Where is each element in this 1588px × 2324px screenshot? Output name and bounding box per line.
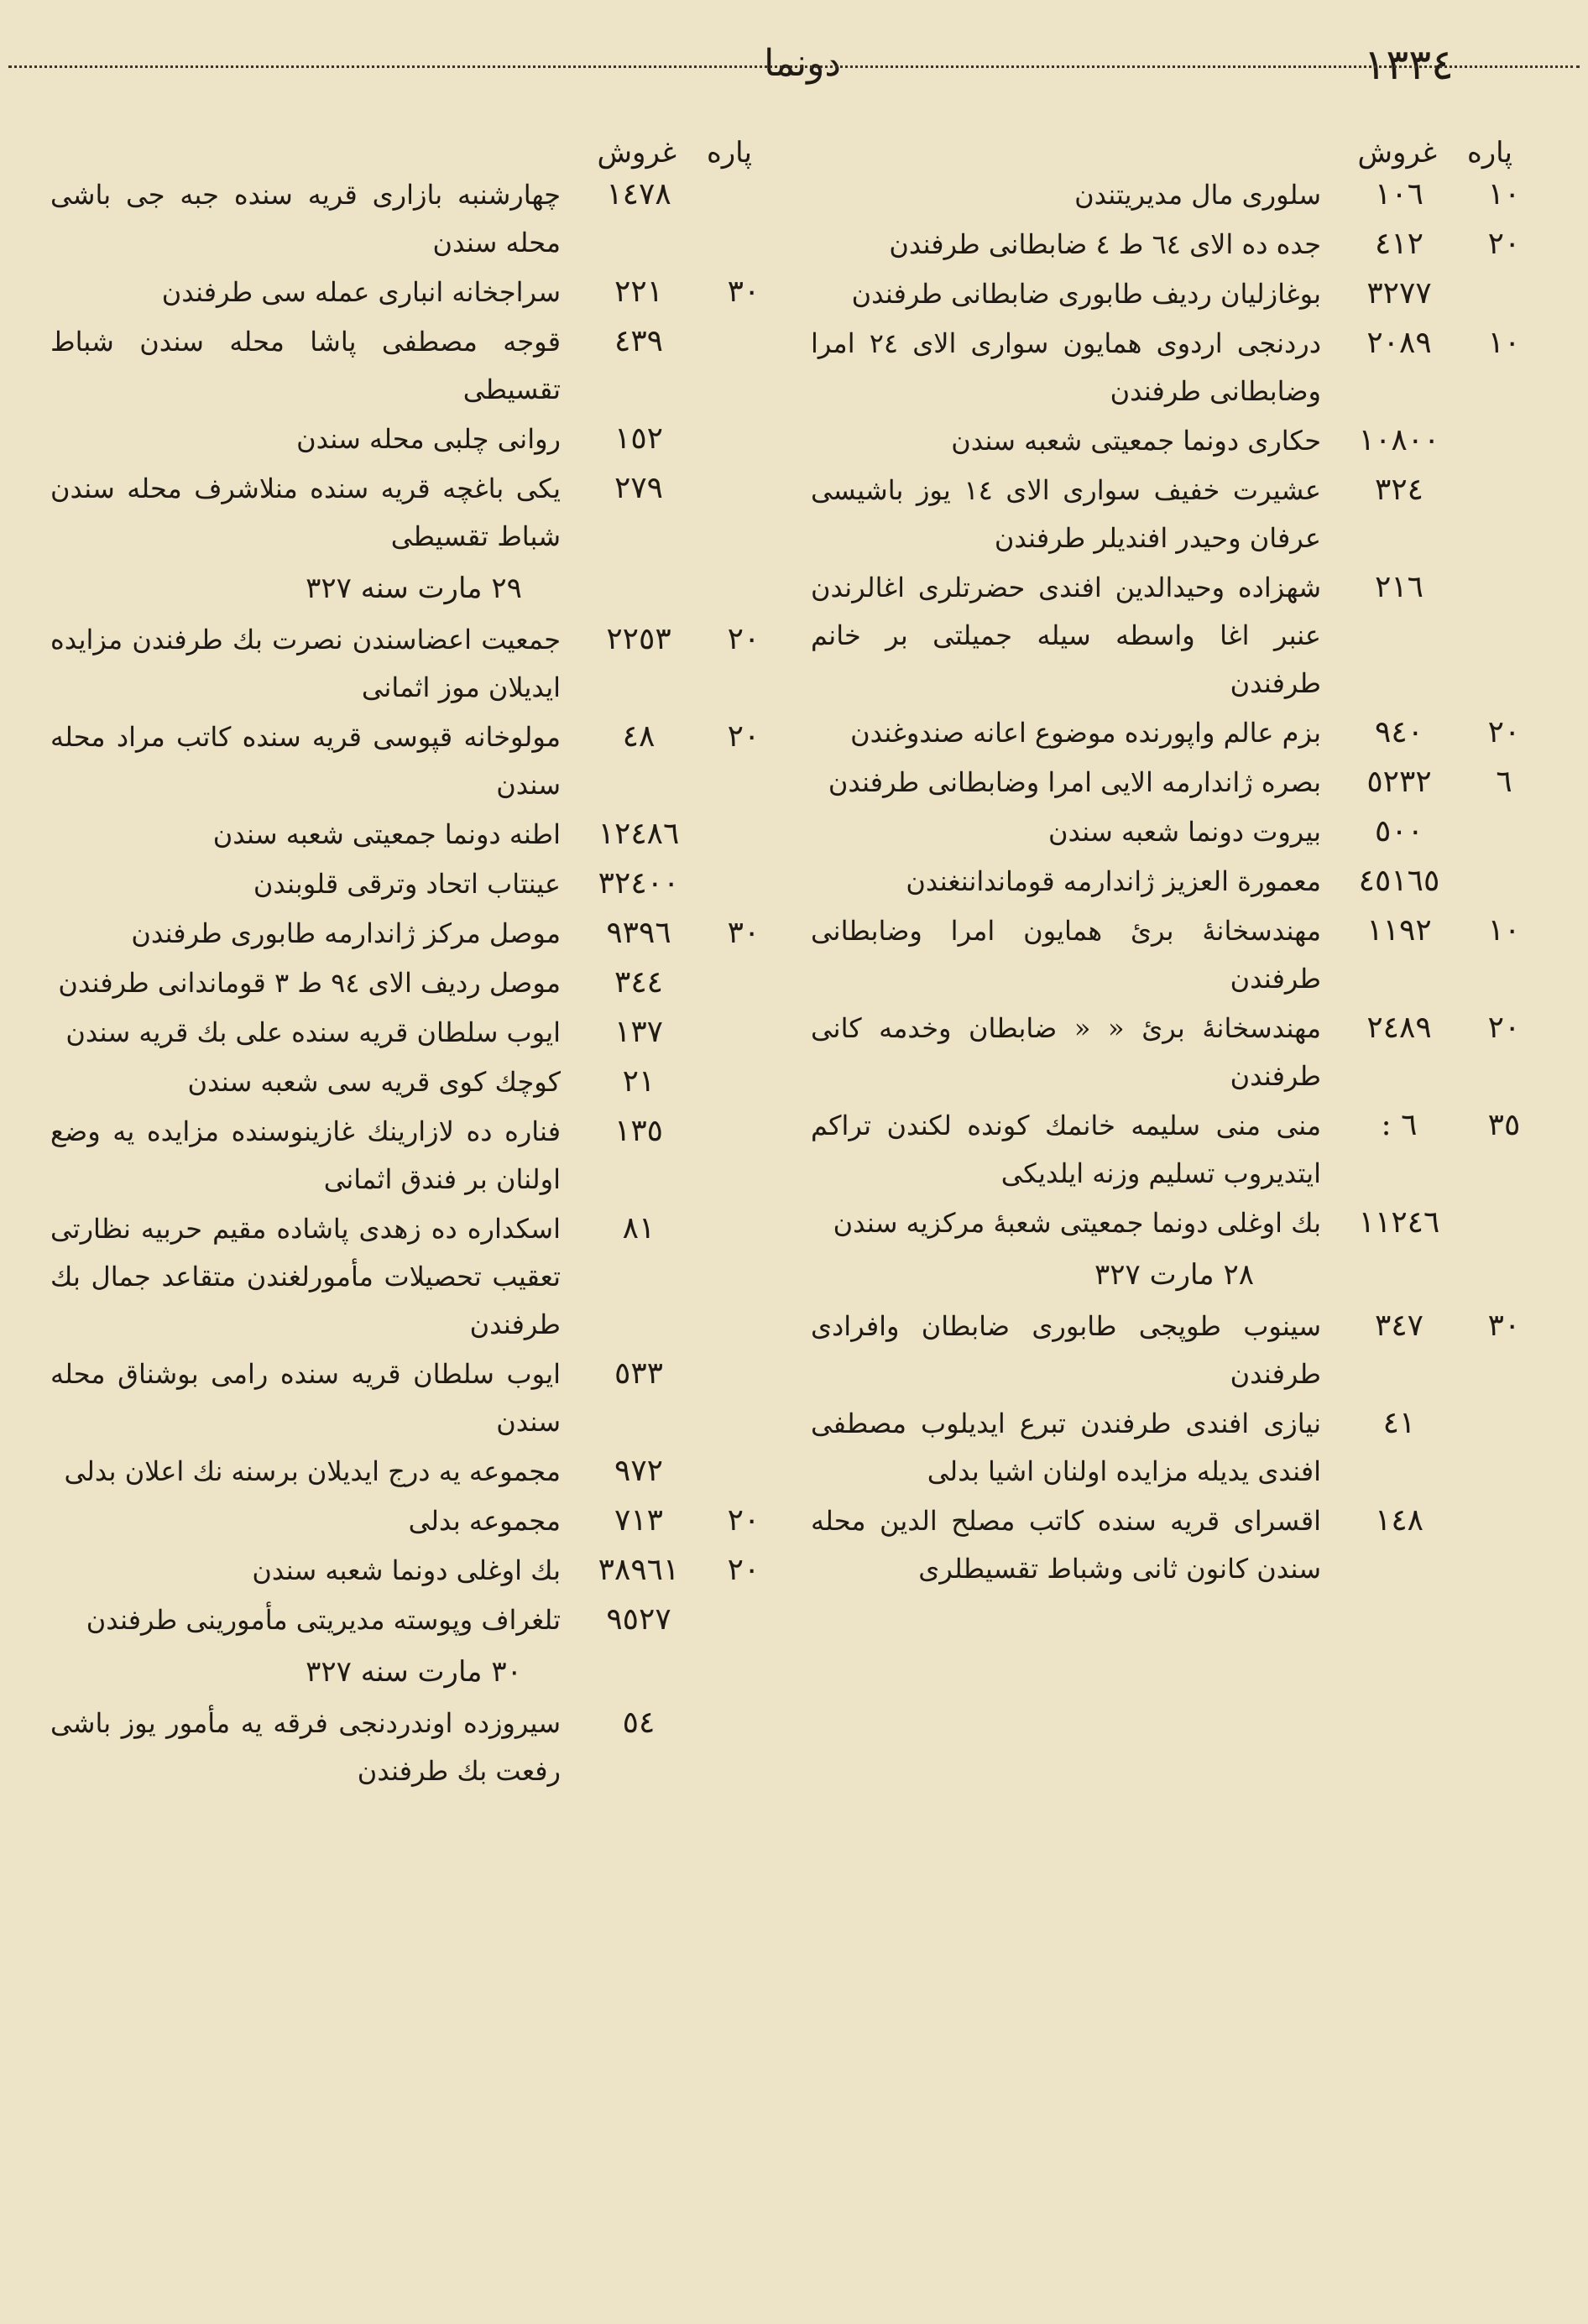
entry-list (50, 171, 777, 1795)
ledger-entry (811, 808, 1538, 856)
amount-ghurush: ١١٢٤٦ (1358, 1205, 1440, 1240)
ledger-entry (50, 1350, 777, 1446)
amount-ghurush: ٣٤٤ (614, 965, 663, 1000)
entry-description: موصل رديف الاى ٩٤ ط ٣ قوماندانى طرفندن (58, 967, 561, 999)
entry-description: كوچك كوى قريه سى شعبه سندن (187, 1066, 561, 1098)
entry-description: سينوب طوپجى طابورى ضابطان وافرادى طرفندن (811, 1310, 1321, 1390)
amount-ghurush: ٩٤٠ (1374, 715, 1423, 749)
amount-ghurush: ٥٣٣ (614, 1356, 663, 1391)
amount-ghurush: ٣٢٤ (1374, 473, 1423, 507)
entry-description: مهندسخانهٔ برىٔ « « ضابطان وخدمه كانى طرفندن (811, 1012, 1321, 1092)
amount-para: ٣٠ (727, 916, 760, 950)
amount-ghurush: ٢٠٨٩ (1366, 326, 1432, 360)
entry-description: شهزاده وحيدالدين افندى حضرتلرى اغالرندن عنبر اغا واسطه سيله جميلتى بر خانم طرفندن (811, 572, 1321, 699)
ledger-entry (811, 270, 1538, 318)
entry-description: اسكداره ده زهدى پاشاده مقيم حربيه نظارتى تعقيب تحصيلات مأمورلغندن متقاعد جمال بك طرفندن (50, 1213, 561, 1340)
amount-para: ١٠ (1487, 326, 1521, 360)
entry-description: ايوب سلطان قريه سنده على بك قريه سندن (65, 1016, 561, 1048)
ledger-entry (811, 1102, 1538, 1198)
entry-description: سلوری مال مديريتندن (1074, 179, 1321, 211)
ledger-entry (50, 959, 777, 1007)
amount-para: ٢٠ (727, 719, 760, 754)
amount-ghurush: ٢٤٨٩ (1366, 1011, 1432, 1045)
amount-ghurush: ٣٢٧٧ (1366, 276, 1432, 311)
amount-ghurush: ٩٧٢ (614, 1454, 663, 1488)
ledger-entry (50, 415, 777, 463)
date-heading: ٣٠ مارت سنه ٣٢٧ (306, 1655, 522, 1689)
entry-description: روانى چلبى محله سندن (296, 423, 561, 455)
amount-para: ٣٥ (1487, 1108, 1521, 1142)
amount-ghurush: ٤٥١٦٥ (1358, 864, 1440, 898)
amount-para: ٣٠ (1487, 1308, 1521, 1343)
entry-description: بزم عالم واپورنده موضوع اعانه صندوغندن (850, 717, 1321, 749)
ledger-entry (811, 171, 1538, 219)
amount-para: ٢٠ (727, 1503, 760, 1538)
ledger-entry (811, 320, 1538, 415)
ledger-entry (50, 1448, 777, 1496)
amount-ghurush: ٦ : (1381, 1108, 1418, 1142)
amount-ghurush: ٥٤ (622, 1705, 656, 1740)
amount-ghurush: ١٣٧ (614, 1015, 663, 1049)
amount-ghurush: ٣٤٧ (1374, 1308, 1423, 1343)
entry-description: معمورة العزيز ژاندارمه قومانداننغندن (906, 865, 1321, 897)
date-heading: ٢٩ مارت سنه ٣٢٧ (306, 572, 522, 605)
ledger-entry (50, 1596, 777, 1644)
amount-ghurush: ٨١ (622, 1211, 656, 1246)
amount-ghurush: ٢٢٥٣ (606, 622, 671, 656)
column-heading (811, 118, 1538, 170)
amount-ghurush: ١٤٧٨ (606, 177, 671, 212)
amount-ghurush: ١٠٦ (1374, 177, 1423, 212)
entry-description: بك اوغلى دونما شعبه سندن (252, 1554, 561, 1586)
amount-ghurush: ٤٣٩ (614, 324, 663, 358)
amount-ghurush: ٢١ (622, 1064, 656, 1099)
date-heading: ٢٨ مارت ٣٢٧ (1094, 1258, 1254, 1292)
entry-description: مهندسخانهٔ برىٔ همايون امرا وضابطانى طرفندن (811, 915, 1321, 995)
entry-description: بصره ژاندارمه الايى امرا وضابطانى طرفندن (828, 766, 1321, 798)
ledger-entry (811, 1303, 1538, 1398)
heading-ghurush: غروش (597, 136, 676, 170)
ledger-entry (50, 910, 777, 958)
ledger-entry (811, 467, 1538, 562)
heading-para: پاره (706, 136, 752, 170)
running-title: دونما (764, 42, 841, 85)
ledger-entry (50, 1058, 777, 1106)
ledger-entry (50, 1009, 777, 1057)
ledger-entry (811, 417, 1538, 465)
amount-para: ٦ (1496, 765, 1512, 799)
amount-ghurush: ١٥٢ (614, 421, 663, 456)
ledger-entry (811, 759, 1538, 807)
header-rule (8, 65, 1580, 68)
ledger-entry (811, 1005, 1538, 1100)
ledger-entry (50, 616, 777, 712)
ledger-entry (811, 709, 1538, 757)
entry-description: جمعيت اعضاسندن نصرت بك طرفندن مزايده ايديلان موز اثمانى (50, 624, 561, 703)
ledger-entry (811, 1497, 1538, 1593)
amount-ghurush: ٧١٣ (614, 1503, 663, 1538)
entry-description: مجموعه يه درج ايديلان برسنه نك اعلان بدلى (64, 1455, 561, 1487)
amount-ghurush: ١١٩٢ (1366, 913, 1432, 948)
page-number: ١٣٣٤ (1363, 40, 1454, 89)
entry-description: جده ده الاى ٦٤ ط ٤ ضابطانى طرفندن (889, 228, 1321, 260)
ledger-entry (50, 1700, 777, 1795)
amount-ghurush: ١٤٨ (1374, 1503, 1423, 1538)
amount-para: ٢٠ (1487, 715, 1521, 749)
amount-para: ٣٠ (727, 274, 760, 309)
amount-ghurush: ٣٢٤٠٠ (598, 866, 680, 901)
columns-container (50, 118, 1538, 1795)
amount-ghurush: ٢١٦ (1374, 570, 1423, 604)
amount-ghurush: ٤١ (1382, 1406, 1416, 1440)
entry-description: بوغازليان رديف طابورى ضابطانى طرفندن (851, 278, 1321, 310)
entry-description: سراجخانه انبارى عمله سى طرفندن (161, 276, 561, 308)
ledger-entry (50, 465, 777, 561)
amount-para: ٢٠ (727, 1553, 760, 1587)
amount-para: ١٠ (1487, 177, 1521, 212)
ledger-entry (50, 1108, 777, 1204)
ledger-entry (50, 171, 777, 267)
amount-ghurush: ٢٧٩ (614, 471, 663, 505)
amount-para: ١٠ (1487, 913, 1521, 948)
ledger-entry (811, 221, 1538, 269)
entry-description: مجموعه بدلى (408, 1505, 561, 1537)
amount-para: ٢٠ (727, 622, 760, 656)
amount-ghurush: ٩٣٩٦ (606, 916, 671, 950)
ledger-entry (811, 564, 1538, 708)
entry-description: عشيرت خفيف سوارى الاى ١٤ يوز باشيسى عرفان وحيدر افنديلر طرفندن (811, 474, 1322, 554)
amount-ghurush: ٤٨ (622, 719, 656, 754)
ledger-entry (50, 860, 777, 908)
entry-description: يكى باغچه قريه سنده منلاشرف محله سندن شباط تقسيطى (50, 473, 561, 552)
ledger-entry (50, 1547, 777, 1595)
column-heading (50, 118, 777, 170)
ledger-entry (50, 269, 777, 316)
amount-ghurush: ٥٢٣٢ (1366, 765, 1432, 799)
amount-ghurush: ٤١٢ (1374, 227, 1423, 261)
entry-description: عينتاب اتحاد وترقى قلوبندن (253, 868, 561, 900)
ledger-entry (50, 1497, 777, 1545)
amount-para: ٢٠ (1487, 227, 1521, 261)
ledger-entry (811, 1400, 1538, 1496)
entry-description: تلغراف وپوسته مديريتى مأمورينى طرفندن (86, 1604, 561, 1636)
entry-description: بيروت دونما شعبه سندن (1048, 816, 1321, 848)
ledger-entry (50, 1205, 777, 1349)
ledger-entry (811, 858, 1538, 906)
amount-ghurush: ١٣٥ (614, 1114, 663, 1148)
ledger-entry (50, 811, 777, 859)
ledger-entry (811, 1199, 1538, 1247)
page-header (59, 34, 1529, 94)
ledger-entry (50, 318, 777, 414)
ledger-entry (811, 907, 1538, 1003)
amount-para: ٢٠ (1487, 1011, 1521, 1045)
right-column (811, 118, 1538, 1795)
entry-description: اقسراى قريه سنده كاتب مصلح الدين محله سندن كانون ثانى وشباط تقسيطلرى (811, 1505, 1321, 1585)
amount-ghurush: ١٢٤٨٦ (598, 817, 680, 851)
amount-ghurush: ٥٠٠ (1374, 814, 1423, 849)
entry-description: نيازى افندى طرفندن تبرع ايديلوب مصطفى افندى يدیله مزايده اولنان اشيا بدلى (811, 1407, 1321, 1487)
entry-description: اطنه دونما جمعيتى شعبه سندن (212, 818, 561, 850)
entry-description: ايوب سلطان قريه سنده رامى بوشناق محله سندن (50, 1358, 561, 1438)
left-column (50, 118, 777, 1795)
entry-description: دردنجى اردوى همايون سوارى الاى ٢٤ امرا وضابطانى طرفندن (811, 327, 1322, 407)
entry-description: منى منى سليمه خانمك كونده لكندن تراكم ايتديروب تسليم وزنه ايلديكى (811, 1110, 1321, 1189)
entry-description: موصل مركز ژاندارمه طابورى طرفندن (131, 917, 561, 949)
entry-description: مولوخانه قپوسى قريه سنده كاتب مراد محله سندن (50, 721, 561, 801)
amount-ghurush: ٩٥٢٧ (606, 1602, 671, 1637)
amount-ghurush: ٣٨٩٦١ (598, 1553, 680, 1587)
heading-para: پاره (1466, 136, 1512, 170)
entry-list (811, 171, 1538, 1593)
entry-description: قوجه مصطفى پاشا محله سندن شباط تقسيطى (50, 326, 561, 405)
entry-description: سيروزده اوندردنجى فرقه يه مأمور يوز باشى رفعت بك طرفندن (50, 1707, 561, 1787)
amount-ghurush: ١٠٨٠٠ (1358, 423, 1440, 457)
entry-description: حكارى دونما جمعيتى شعبه سندن (951, 425, 1321, 457)
amount-ghurush: ٢٢١ (614, 274, 663, 309)
ledger-entry (50, 713, 777, 809)
entry-description: فناره ده لازارينك غازينوسنده مزايده يه وضع اولنان بر فندق اثمانى (50, 1115, 561, 1195)
entry-description: چهارشنبه بازارى قريه سنده جبه جى باشى محله سندن (50, 179, 561, 259)
heading-ghurush: غروش (1357, 136, 1437, 170)
entry-description: بك اوغلى دونما جمعيتى شعبهٔ مركزيه سندن (833, 1207, 1321, 1239)
